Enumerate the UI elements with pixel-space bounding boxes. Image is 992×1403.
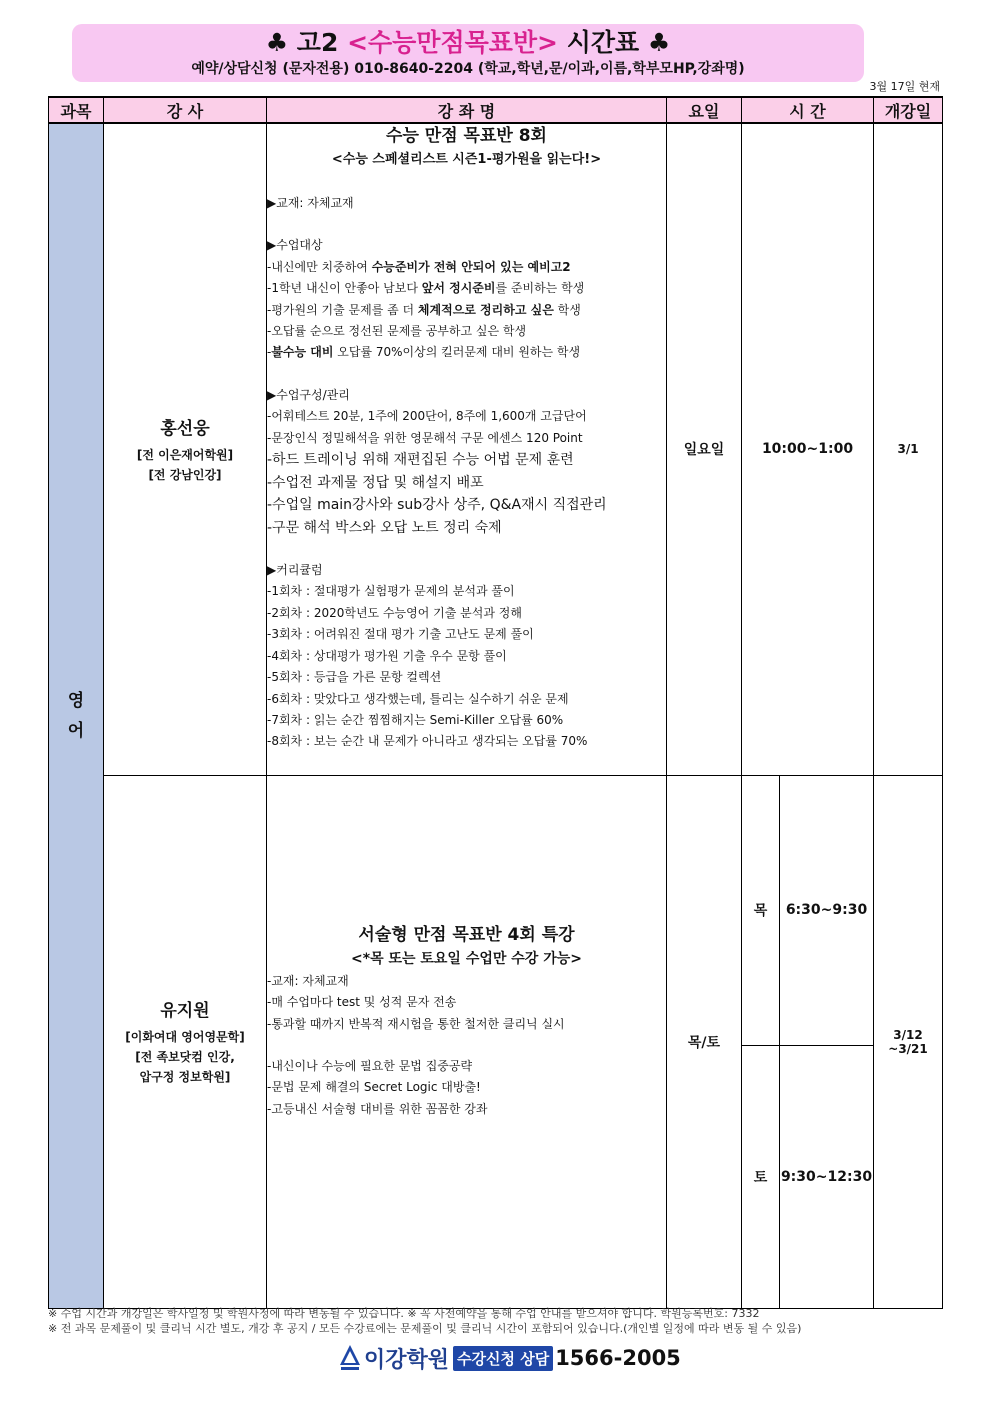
course-line: -하드 트레이닝 위해 재편집된 수능 어법 문제 훈련 bbox=[267, 452, 574, 469]
curriculum-item: -4회차 : 상대평가 평가원 기출 우수 문항 풀이 bbox=[267, 648, 507, 663]
curriculum-item: -6회차 : 맞았다고 생각했는데, 틀리는 실수하기 쉬운 문제 bbox=[267, 691, 569, 706]
curriculum-item: -1회차 : 절대평가 실험평가 문제의 분석과 풀이 bbox=[267, 584, 515, 599]
teacher-career: [전 이은재어학원] bbox=[136, 447, 234, 462]
teacher-career: [전 족보닷컴 인강, bbox=[135, 1050, 235, 1064]
header-teacher: 강 사 bbox=[104, 97, 267, 123]
course-line: -문장인식 정밀해석을 위한 영문해석 구문 에센스 120 Point bbox=[267, 430, 583, 445]
line-bold: 앞서 정시준비 bbox=[421, 281, 496, 296]
footer bbox=[338, 1340, 681, 1376]
table-row bbox=[49, 123, 943, 775]
curriculum-item: -7회차 : 읽는 순간 찜찜해지는 Semi-Killer 오답률 60% bbox=[267, 712, 564, 727]
line-part: 를 준비하는 학생 bbox=[495, 281, 585, 296]
teacher-career: [전 강남인강] bbox=[148, 467, 222, 482]
course-line: -어휘테스트 20분, 1주에 200단어, 8주에 1,600개 고급단어 bbox=[267, 409, 587, 424]
section-heading: ▶커리큘럼 bbox=[267, 563, 323, 578]
line-part: -평가원의 기출 문제를 좀 더 bbox=[267, 302, 418, 317]
line-part: 오답률 70%이상의 킬러문제 대비 원하는 학생 bbox=[333, 345, 581, 360]
title-suffix: 시간표 ♣ bbox=[558, 28, 671, 57]
course-line bbox=[267, 257, 666, 278]
header-course: 강 좌 명 bbox=[267, 97, 667, 123]
teacher-cell bbox=[104, 123, 267, 775]
day-cell: 일요일 bbox=[667, 123, 742, 775]
header-day: 요일 bbox=[667, 97, 742, 123]
course-cell bbox=[267, 775, 667, 1308]
course-subtitle: <수능 스페셜리스트 시즌1-평가원을 읽는다!> bbox=[331, 152, 602, 167]
header-row bbox=[49, 97, 943, 123]
phone-number: 1566-2005 bbox=[555, 1346, 681, 1370]
title-prefix: ♣ 고2 bbox=[265, 28, 348, 57]
teacher-name: 유지원 bbox=[160, 1001, 210, 1021]
slot-time: 6:30~9:30 bbox=[780, 775, 874, 1045]
header-start: 개강일 bbox=[874, 97, 943, 123]
academy-logo-icon bbox=[338, 1343, 362, 1373]
subject-cell bbox=[49, 123, 104, 1308]
start-date-cell: 3/1 bbox=[874, 123, 943, 775]
academy-name: 이강학원 bbox=[364, 1347, 450, 1373]
line-part: -내신에만 치중하여 bbox=[267, 259, 372, 274]
notes bbox=[48, 1306, 801, 1336]
course-subtitle: <*목 또는 토요일 수업만 수강 가능> bbox=[351, 950, 582, 967]
title-banner bbox=[72, 24, 864, 82]
course-line: -내신이나 수능에 필요한 문법 집중공략 bbox=[267, 1059, 473, 1073]
course-line bbox=[267, 300, 666, 321]
curriculum-item: -5회차 : 등급을 가른 문항 컬렉션 bbox=[267, 670, 442, 685]
start-date: 3/12 bbox=[893, 1027, 923, 1042]
note-line: ※ 전 과목 문제풀이 및 클리닉 시간 별도, 개강 후 공지 / 모든 수강료에는 문제풀이 및 클리닉 시간이 포함되어 있습니다.(개인별 일정에 따라 변동 될 수 있음) bbox=[48, 1322, 802, 1335]
course-line: -수업전 과제물 정답 및 해설지 배포 bbox=[267, 474, 484, 491]
slot-day: 토 bbox=[742, 1045, 780, 1308]
page-title bbox=[72, 26, 864, 60]
line-bold: 체계적으로 정리하고 싶은 bbox=[417, 302, 554, 317]
course-cell bbox=[267, 123, 667, 775]
slot-day: 목 bbox=[742, 775, 780, 1045]
course-line: -문법 문제 해결의 Secret Logic 대방출! bbox=[267, 1080, 481, 1095]
course-line bbox=[267, 278, 666, 299]
course-title: 서술형 만점 목표반 4회 특강 bbox=[358, 924, 575, 945]
end-date: ~3/21 bbox=[888, 1041, 928, 1056]
time-cell: 10:00~1:00 bbox=[742, 123, 874, 775]
course-line: -교재: 자체교재 bbox=[267, 973, 349, 988]
curriculum-item: -8회차 : 보는 순간 내 문제가 아니라고 생각되는 오답률 70% bbox=[267, 734, 588, 749]
course-line: -오답률 순으로 정선된 문제를 공부하고 싶은 학생 bbox=[267, 324, 527, 339]
course-line: -구문 해석 박스와 오답 노트 정리 숙제 bbox=[267, 519, 502, 536]
enroll-badge: 수강신청 상담 bbox=[453, 1346, 553, 1371]
teacher-name: 홍선웅 bbox=[160, 418, 210, 439]
line-bold: 수능준비가 전혀 안되어 있는 예비고2 bbox=[371, 259, 571, 274]
title-highlight: <수능만점목표반> bbox=[347, 28, 559, 57]
start-date-cell bbox=[874, 775, 943, 1308]
course-line: ▶교재: 자체교재 bbox=[267, 196, 354, 210]
teacher-career: [이화여대 영어영문학] bbox=[125, 1030, 245, 1044]
timetable bbox=[48, 96, 943, 1309]
as-of-date: 3월 17일 현재 bbox=[869, 80, 940, 93]
course-line: -수업일 main강사와 sub강사 상주, Q&A재시 직접관리 bbox=[267, 497, 607, 514]
header-subject: 과목 bbox=[49, 97, 104, 123]
section-heading: ▶수업대상 bbox=[267, 238, 323, 253]
table-row bbox=[49, 775, 943, 1045]
course-line: -고등내신 서술형 대비를 위한 꼼꼼한 강좌 bbox=[267, 1101, 488, 1116]
day-cell: 목/토 bbox=[667, 775, 742, 1308]
course-line: -매 수업마다 test 및 성적 문자 전송 bbox=[267, 995, 457, 1010]
course-line: -통과할 때까지 반복적 재시험을 통한 철저한 클리닉 실시 bbox=[267, 1016, 565, 1031]
line-part: -1학년 내신이 안좋아 남보다 bbox=[267, 281, 422, 296]
slot-time: 9:30~12:30 bbox=[780, 1045, 874, 1308]
line-part: 학생 bbox=[553, 302, 581, 317]
line-part: - bbox=[267, 345, 272, 360]
course-title: 수능 만점 목표반 8회 bbox=[386, 126, 547, 146]
header-time: 시 간 bbox=[742, 97, 874, 123]
section-heading: ▶수업구성/관리 bbox=[267, 387, 350, 402]
note-line: ※ 수업 시간과 개강일은 학사일정 및 학원사정에 따라 변동될 수 있습니다. ※ 꼭 사전예약을 통해 수업 안내를 받으셔야 합니다. 학원등록번호: 7332 bbox=[48, 1307, 760, 1320]
teacher-career: 압구정 정보학원] bbox=[139, 1070, 231, 1084]
subject-char: 어 bbox=[67, 720, 85, 741]
course-line bbox=[267, 342, 666, 363]
curriculum-item: -3회차 : 어려워진 절대 평가 기출 고난도 문제 풀이 bbox=[267, 627, 534, 642]
teacher-cell bbox=[104, 775, 267, 1308]
line-bold: 불수능 대비 bbox=[271, 345, 334, 360]
contact-line: 예약/상담신청 (문자전용) 010-8640-2204 (학교,학년,문/이과,이름,학부모HP,강좌명) bbox=[191, 61, 745, 77]
subject-char: 영 bbox=[67, 690, 85, 711]
curriculum-item: -2회차 : 2020학년도 수능영어 기출 분석과 정해 bbox=[267, 605, 522, 620]
